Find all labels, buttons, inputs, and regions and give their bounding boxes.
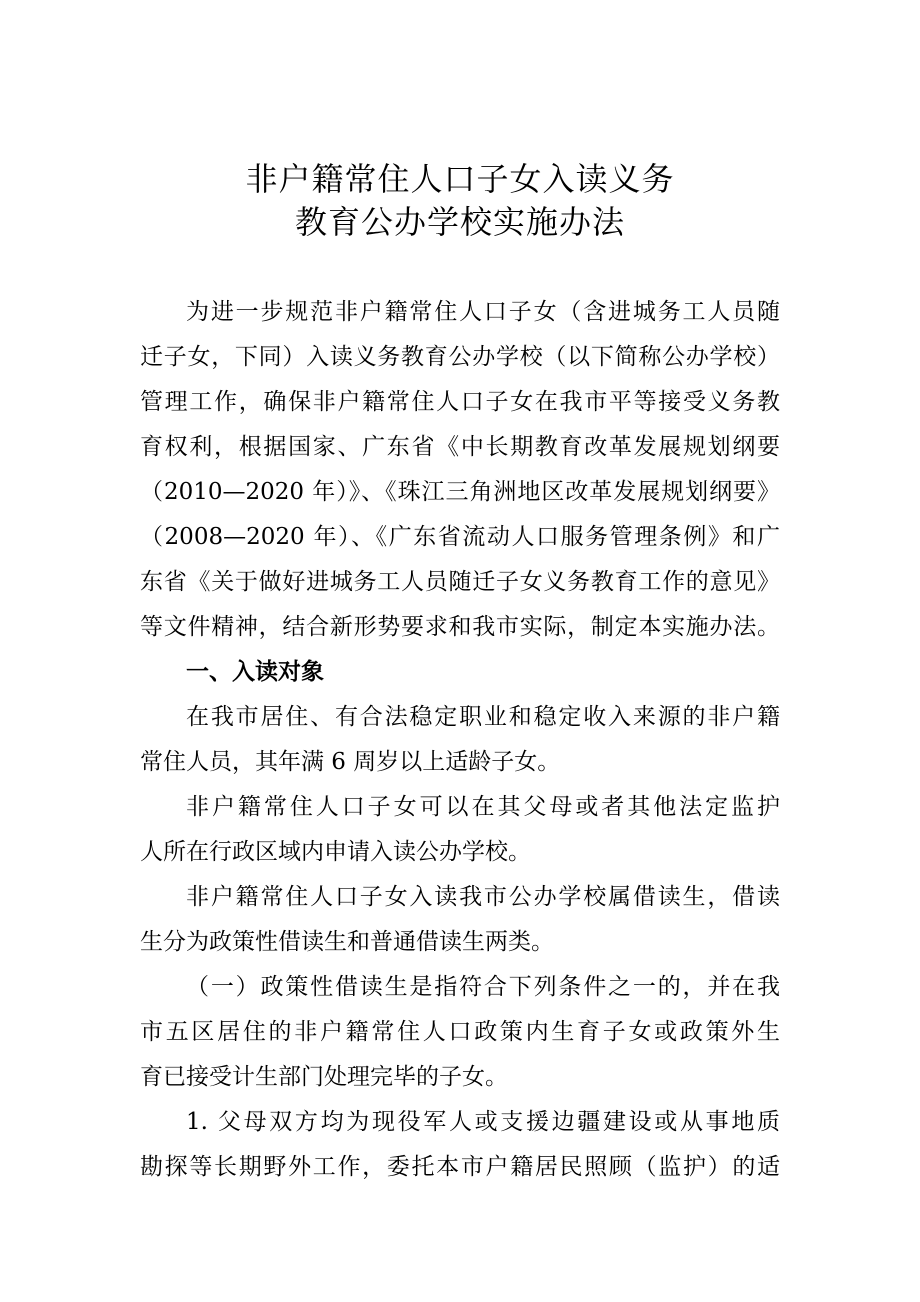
paragraph-6-line-2: 勘探等长期野外工作，委托本市户籍居民照顾（监护）的适 bbox=[140, 1154, 780, 1180]
paragraph-1-line-7: 东省《关于做好进城务工人员随迁子女义务教育工作的意见》 bbox=[140, 569, 780, 595]
paragraph-5-line-2: 市五区居住的非户籍常住人口政策内生育子女或政策外生 bbox=[140, 1019, 780, 1045]
paragraph-2-line-2: 常住人员，其年满 6 周岁以上适龄子女。 bbox=[140, 749, 561, 775]
paragraph-4-line-2: 生分为政策性借读生和普通借读生两类。 bbox=[140, 929, 554, 955]
paragraph-5-line-1: （一）政策性借读生是指符合下列条件之一的，并在我 bbox=[186, 974, 780, 1000]
paragraph-3-line-1: 非户籍常住人口子女可以在其父母或者其他法定监护 bbox=[186, 794, 780, 820]
paragraph-1-line-5: （2010—2020 年）》、《珠江三角洲地区改革发展规划纲要》 bbox=[140, 479, 780, 505]
paragraph-3-line-2: 人所在行政区域内申请入读公办学校。 bbox=[140, 839, 531, 865]
paragraph-1-line-8: 等文件精神，结合新形势要求和我市实际，制定本实施办法。 bbox=[140, 614, 780, 640]
document-title-line-1: 非户籍常住人口子女入读义务 bbox=[245, 160, 675, 198]
paragraph-1-line-4: 育权利，根据国家、广东省《中长期教育改革发展规划纲要 bbox=[140, 434, 780, 460]
section-heading-1: 一、入读对象 bbox=[186, 659, 324, 685]
document-title-line-2: 教育公办学校实施办法 bbox=[294, 203, 625, 241]
paragraph-6-line-1: 1. 父母双方均为现役军人或支援边疆建设或从事地质 bbox=[186, 1109, 780, 1135]
paragraph-1-line-3: 管理工作，确保非户籍常住人口子女在我市平等接受义务教 bbox=[140, 389, 780, 415]
paragraph-5-line-3: 育已接受计生部门处理完毕的子女。 bbox=[140, 1064, 508, 1090]
paragraph-4-line-1: 非户籍常住人口子女入读我市公办学校属借读生，借读 bbox=[186, 884, 780, 910]
paragraph-2-line-1: 在我市居住、有合法稳定职业和稳定收入来源的非户籍 bbox=[186, 704, 780, 730]
paragraph-1-line-2: 迁子女，下同）入读义务教育公办学校（以下简称公办学校） bbox=[140, 344, 780, 370]
paragraph-1-line-6: （2008—2020 年）、《广东省流动人口服务管理条例》和广 bbox=[140, 524, 780, 550]
paragraph-1-line-1: 为进一步规范非户籍常住人口子女（含进城务工人员随 bbox=[186, 299, 780, 325]
